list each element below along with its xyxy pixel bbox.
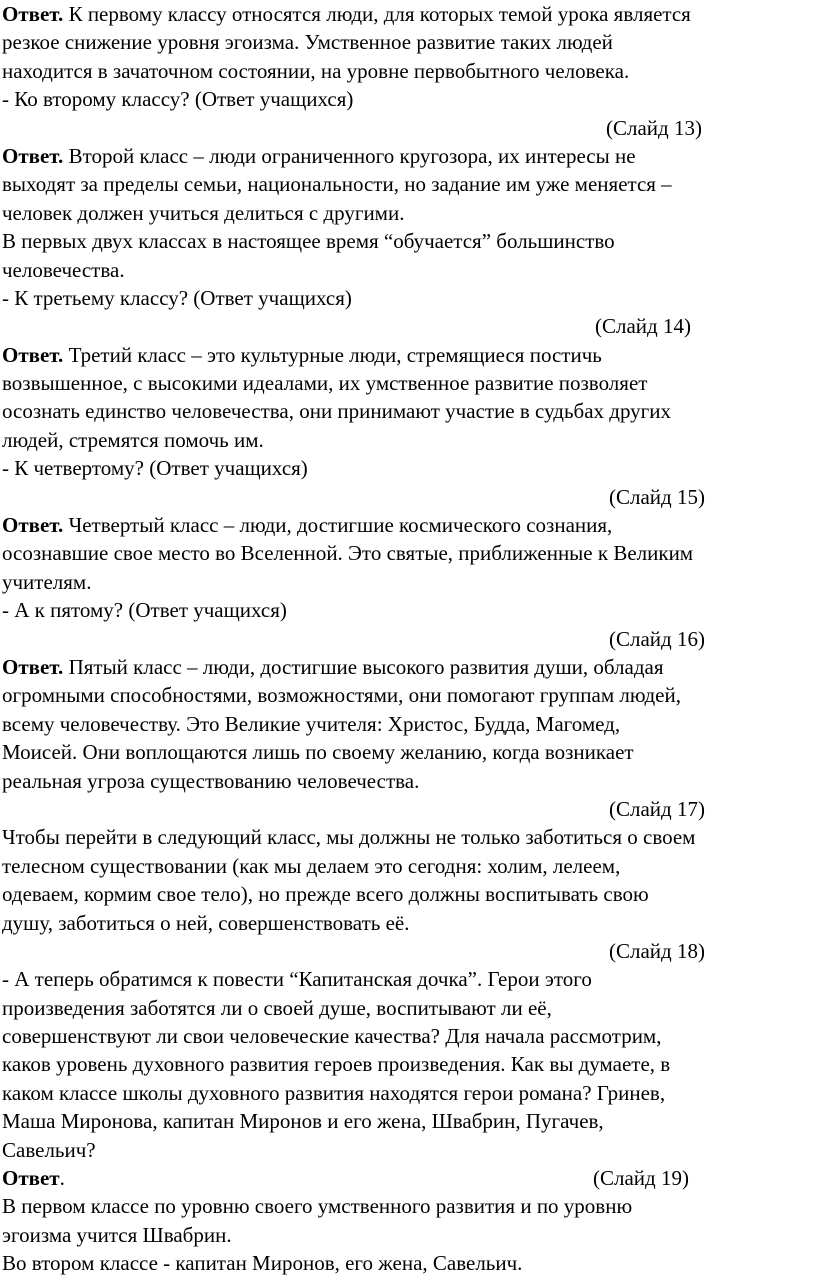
slide-reference: (Слайд 14) bbox=[595, 314, 691, 339]
text-run: Пятый класс – люди, достигшие высокого развития души, обладая bbox=[63, 654, 664, 679]
text-line bbox=[2, 341, 814, 369]
text-run: . bbox=[59, 1166, 65, 1191]
text-line: возвышенное, с высокими идеалами, их умственное развитие позволяет bbox=[2, 371, 648, 396]
slide-reference-line bbox=[2, 312, 814, 340]
answer-label: Ответ bbox=[2, 1166, 60, 1191]
text-run: Второй класс – люди ограниченного кругозора, их интересы не bbox=[63, 143, 636, 168]
text-run: Четвертый класс – люди, достигшие космического сознания, bbox=[63, 513, 613, 538]
question-line: - Ко второму классу? (Ответ учащихся) bbox=[2, 87, 354, 112]
text-line: совершенствуют ли свои человеческие качества? Для начала рассмотрим, bbox=[2, 1024, 662, 1049]
text-run: Третий класс – это культурные люди, стремящиеся постичь bbox=[63, 342, 602, 367]
text-line bbox=[2, 511, 814, 539]
answer-label: Ответ. bbox=[2, 654, 64, 679]
text-line: В первом классе по уровню своего умственного развития и по уровню bbox=[2, 1194, 633, 1219]
text-line: осознавшие свое место во Вселенной. Это святые, приближенные к Великим bbox=[2, 541, 694, 566]
slide-reference: (Слайд 16) bbox=[609, 626, 705, 651]
slide-reference: (Слайд 19) bbox=[593, 1166, 689, 1191]
slide-reference-line bbox=[2, 625, 814, 653]
text-line: В первых двух классах в настоящее время “обучается” большинство bbox=[2, 229, 615, 254]
slide-reference-line bbox=[2, 795, 814, 823]
text-line: эгоизма учится Швабрин. bbox=[2, 1222, 232, 1247]
question-line: - К третьему классу? (Ответ учащихся) bbox=[2, 285, 352, 310]
slide-reference: (Слайд 17) bbox=[609, 796, 705, 821]
slide-reference: (Слайд 13) bbox=[606, 115, 702, 140]
text-run: К первому классу относятся люди, для которых темой урока является bbox=[63, 2, 691, 26]
text-line: Савельич? bbox=[2, 1137, 96, 1162]
text-line: людей, стремятся помочь им. bbox=[2, 427, 264, 452]
text-line: человечества. bbox=[2, 257, 125, 282]
question-line: - К четвертому? (Ответ учащихся) bbox=[2, 456, 308, 481]
answer-label: Ответ. bbox=[2, 143, 64, 168]
answer-label: Ответ. bbox=[2, 342, 64, 367]
text-line: Во втором классе - капитан Миронов, его жена, Савельич. bbox=[2, 1251, 523, 1276]
text-line bbox=[2, 142, 814, 170]
answer-line bbox=[2, 1164, 814, 1192]
text-line: Чтобы перейти в следующий класс, мы должны не только заботиться о своем bbox=[2, 825, 696, 850]
text-line: осознать единство человечества, они принимают участие в судьбах других bbox=[2, 399, 672, 424]
text-line: душу, заботиться о ней, совершенствовать её. bbox=[2, 910, 410, 935]
text-line: одеваем, кормим свое тело), но прежде всего должны воспитывать свою bbox=[2, 882, 649, 907]
text-line: огромными способностями, возможностями, они помогают группам людей, bbox=[2, 683, 681, 708]
answer-label: Ответ. bbox=[2, 513, 64, 538]
text-line: - А теперь обратимся к повести “Капитанская дочка”. Герои этого bbox=[2, 967, 592, 992]
document-page bbox=[2, 0, 814, 1278]
text-line bbox=[2, 653, 814, 681]
text-line: Моисей. Они воплощаются лишь по своему желанию, когда возникает bbox=[2, 740, 634, 765]
text-line: находится в зачаточном состоянии, на уровне первобытного человека. bbox=[2, 58, 630, 83]
answer-label: Ответ. bbox=[2, 2, 64, 26]
text-line: человек должен учиться делиться с другими. bbox=[2, 200, 405, 225]
question-line: - А к пятому? (Ответ учащихся) bbox=[2, 598, 287, 623]
slide-reference: (Слайд 18) bbox=[609, 938, 705, 963]
slide-reference: (Слайд 15) bbox=[609, 484, 705, 509]
slide-reference-line bbox=[2, 937, 814, 965]
text-line: всему человечеству. Это Великие учителя: Христос, Будда, Магомед, bbox=[2, 711, 621, 736]
text-line: произведения заботятся ли о своей душе, воспитывают ли её, bbox=[2, 995, 552, 1020]
text-line: реальная угроза существованию человечества. bbox=[2, 768, 420, 793]
text-line: Маша Миронова, капитан Миронов и его жена, Швабрин, Пугачев, bbox=[2, 1109, 604, 1134]
text-line: каком классе школы духовного развития находятся герои романа? Гринев, bbox=[2, 1080, 666, 1105]
text-line: резкое снижение уровня эгоизма. Умственное развитие таких людей bbox=[2, 30, 613, 55]
text-line: учителям. bbox=[2, 569, 92, 594]
text-line bbox=[2, 0, 814, 28]
slide-reference-line bbox=[2, 114, 814, 142]
text-line: каков уровень духовного развития героев произведения. Как вы думаете, в bbox=[2, 1052, 671, 1077]
text-line: телесном существовании (как мы делаем это сегодня: холим, лелеем, bbox=[2, 853, 621, 878]
text-line: выходят за пределы семьи, национальности, но задание им уже меняется – bbox=[2, 172, 672, 197]
slide-reference-line bbox=[2, 483, 814, 511]
